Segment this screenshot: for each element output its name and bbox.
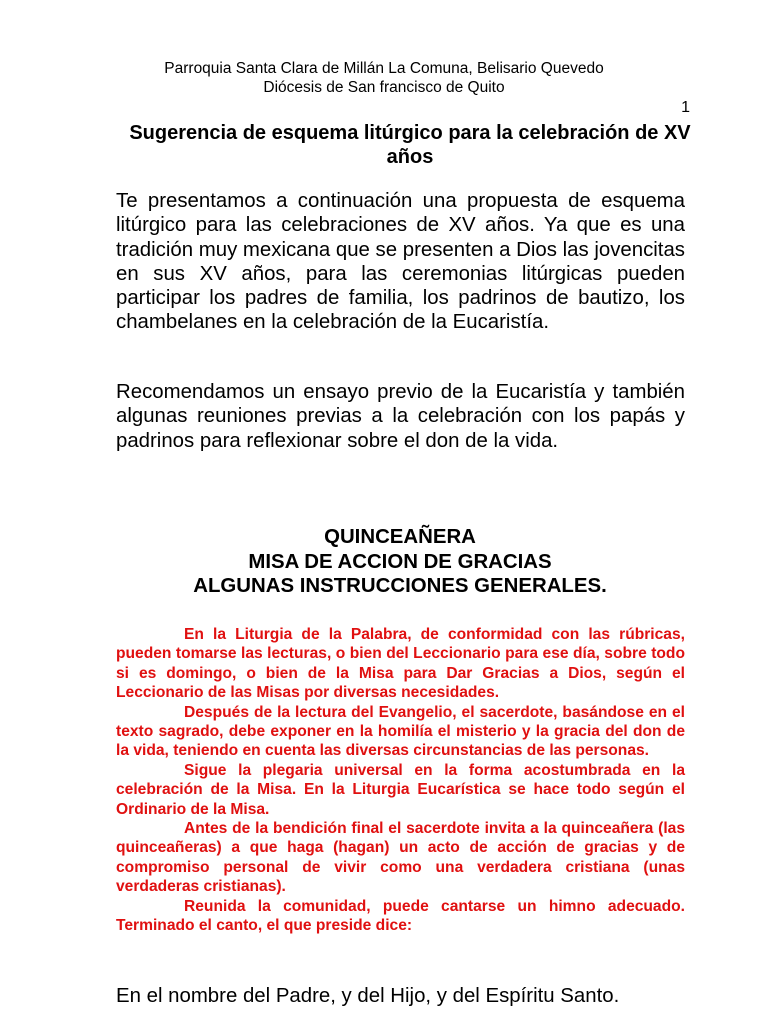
page-number: 1 (681, 99, 690, 116)
page-header (0, 59, 768, 97)
section-heading-line: MISA DE ACCION DE GRACIAS (248, 550, 552, 573)
instructions-block (116, 625, 685, 936)
instruction-paragraph: Sigue la plegaria universal en la forma acostumbrada en la celebración de la Misa. En la Liturgia Eucarística se hace todo según el Ordinario de la Misa. (116, 761, 685, 818)
instruction-paragraph: Reunida la comunidad, puede cantarse un himno adecuado. Terminado el canto, el que preside dice: (116, 897, 685, 935)
section-heading-line: ALGUNAS INSTRUCCIONES GENERALES. (193, 575, 607, 597)
closing-invocation: En el nombre del Padre, y del Hijo, y del Espíritu Santo. (116, 985, 620, 1007)
diocese-name: Diócesis de San francisco de Quito (263, 79, 505, 96)
document-title: Sugerencia de esquema litúrgico para la celebración de XV años (129, 122, 691, 168)
intro-paragraph: Te presentamos a continuación una propuesta de esquema litúrgico para las celebraciones de XV años. Ya que es una tradición muy mexicana que se presenten a Dios las jovencitas en sus XV años, para las ceremonias litúrgicas pueden participar los padres de familia, los padrinos de bautizo, los chambelanes en la celebración de la Eucaristía. (116, 190, 685, 334)
parish-name: Parroquia Santa Clara de Millán La Comuna, Belisario Quevedo (164, 60, 604, 77)
instruction-paragraph: Antes de la bendición final el sacerdote invita a la quinceañera (las quinceañeras) a que haga (hagan) un acto de acción de gracias y de compromiso personal de vivir como una verdadera cristiana (unas verdaderas cristianas). (116, 820, 685, 896)
section-heading-line: QUINCEAÑERA (324, 526, 476, 548)
instruction-paragraph: En la Liturgia de la Palabra, de conformidad con las rúbricas, pueden tomarse las lecturas, o bien del Leccionario para ese día, sobre todo si es domingo, o bien de la Misa para Dar Gracias a Dios, según el Leccionario de las Misas por diversas necesidades. (116, 626, 685, 702)
section-heading (100, 525, 700, 599)
recommendation-paragraph: Recomendamos un ensayo previo de la Eucaristía y también algunas reuniones previas a la celebración con los papás y padrinos para reflexionar sobre el don de la vida. (116, 381, 685, 452)
instruction-paragraph: Después de la lectura del Evangelio, el sacerdote, basándose en el texto sagrado, debe exponer en la homilía el misterio y la gracia del don de la vida, teniendo en cuenta las diversas circunstancias de las personas. (116, 703, 685, 760)
